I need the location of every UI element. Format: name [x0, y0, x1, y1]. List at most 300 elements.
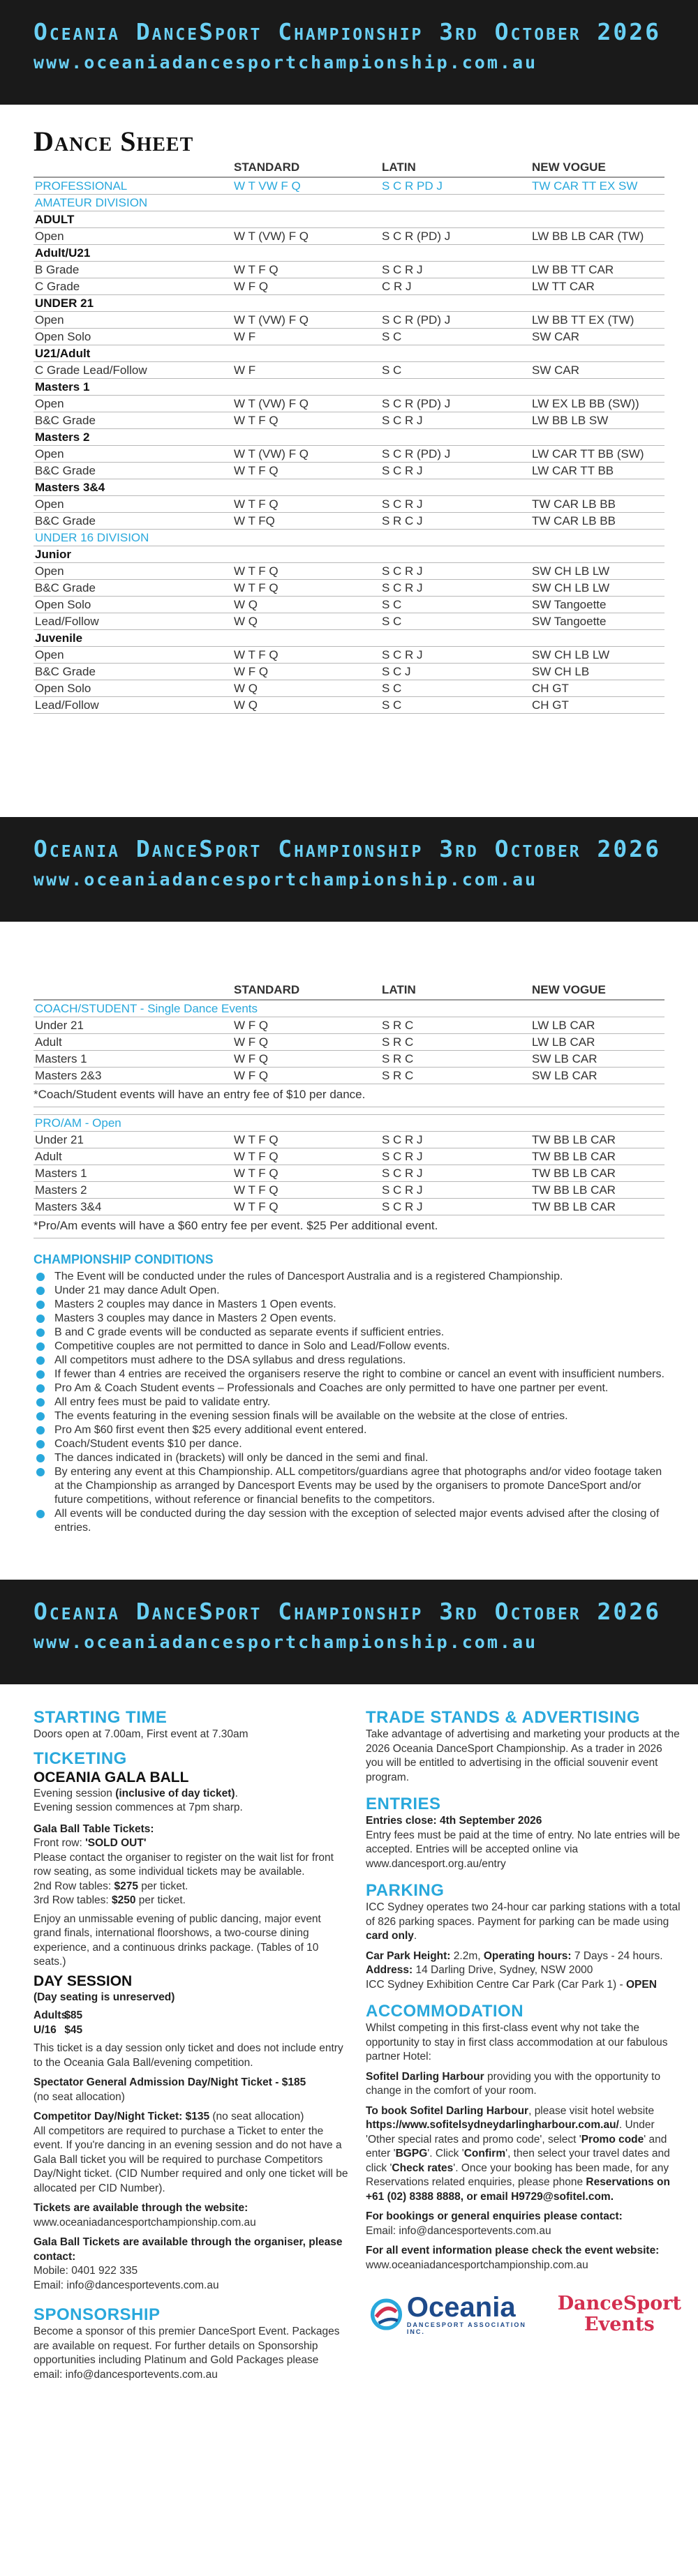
table-cell: SW Tangoette [532, 615, 607, 628]
event-info-title: For all event information please check the event website: [366, 2245, 660, 2256]
table-row [34, 697, 664, 714]
table-cell: S C [382, 364, 402, 377]
table-cell: W T (VW) F Q [234, 313, 309, 327]
table-cell [234, 295, 382, 311]
table-cell: Masters 1 [35, 1167, 87, 1180]
table-cell: B&C Grade [35, 464, 96, 477]
table-cell: C Grade Lead/Follow [35, 364, 147, 377]
table-row [34, 613, 664, 630]
sofitel-text: Sofitel Darling Harbour providing you with the opportunity to change in the comfort of your room. [366, 2070, 661, 2097]
table-cell: B&C Grade [35, 581, 96, 594]
condition-item: All competitors must adhere to the DSA syllabus and dress regulations. [34, 1354, 664, 1368]
table-cell: Juvenile [35, 631, 83, 645]
table-row [34, 228, 664, 245]
sponsorship-title: SPONSORSHIP [34, 2305, 161, 2324]
row3-price: 3rd Row tables: $250 per ticket. [34, 1894, 186, 1906]
table-cell: W Q [234, 682, 258, 695]
booking-instructions: To book Sofitel Darling Harbour, please visit hotel website https://www.sofitelsydneydarlingharbour.com.au/. Under 'Other special rates and promo code', select 'Promo code' and enter 'BGPG'. Click 'Confirm', then select your travel dates and click 'Check rates'. Once your booking has been made, for any Reservations related enquiries, please phone Reservations on +61 (02) 8388 8888, or email H9729@sofitel.com. [366, 2104, 670, 2203]
table-row [34, 329, 664, 345]
table-cell: S C R J [382, 564, 423, 578]
row2-price: 2nd Row tables: $275 per ticket. [34, 1880, 188, 1892]
table-cell: TW BB LB CAR [532, 1150, 616, 1163]
condition-item: Pro Am & Coach Student events – Professionals and Coaches are only permitted to have one partner per event. [34, 1381, 664, 1395]
table-cell: S C R J [382, 464, 423, 477]
table-cell: S C R (PD) J [382, 313, 451, 327]
info-section [0, 1708, 698, 2382]
table-row [34, 412, 664, 429]
table-cell: S C [382, 698, 402, 712]
header-standard: STANDARD [234, 983, 300, 996]
bookings-title: For bookings or general enquiries please contact: [366, 2210, 623, 2222]
table-row [34, 1132, 664, 1148]
table-cell: W T F Q [234, 1183, 279, 1197]
table-cell: Adult [35, 1150, 62, 1163]
dancesport-logo-line2: Events [584, 2314, 655, 2335]
table-cell: W Q [234, 615, 258, 628]
gala-ball-title: OCEANIA GALA BALL [34, 1769, 189, 1785]
table-cell: W F [234, 364, 256, 377]
competitor-text: All competitors are required to purchase a Ticket to enter the event. If you're dancing in an evening session and do not have a Gala Ball ticket you will be required to purchase Competitors Day/Night ticket. (CID Number required and only one ticket will be allocated per CID Number). [34, 2125, 348, 2194]
table-cell: SW Tangoette [532, 598, 607, 611]
table-row [34, 1051, 664, 1068]
table-cell: C R J [382, 280, 412, 293]
table-cell: CH GT [532, 682, 569, 695]
gala-contact-title: Gala Ball Tickets are available through the organiser, please contact: [34, 2236, 343, 2263]
table-cell [532, 345, 664, 361]
table-cell [532, 630, 664, 646]
table-row [34, 396, 664, 412]
parking-title: PARKING [366, 1881, 445, 1900]
accommodation-text: Whilst competing in this first-class event why not take the opportunity to stay in first class accommodation at our fabulous partner Hotel: [366, 2022, 668, 2062]
gala-tables-title: Gala Ball Table Tickets: [34, 1822, 154, 1835]
entries-text: Entry fees must be paid at the time of entry. No late entries will be accepted. Entries will be accepted online via www.dancesport.org.au/entry [366, 1829, 681, 1870]
trade-stands-text: Take advantage of advertising and marketing your products at the 2026 Oceania DanceSport Championship. As a trader in 2026 you will be entitled to advertising in the official souvenir event program. [366, 1728, 680, 1783]
table-cell [532, 245, 664, 261]
table-cell [532, 379, 664, 395]
table-cell: S C [382, 330, 402, 343]
table-cell [234, 630, 382, 646]
table-row [34, 1148, 664, 1165]
dancesport-logo-line1: DanceSport [557, 2293, 681, 2314]
table-cell: CH GT [532, 698, 569, 712]
day-session-title: DAY SESSION [34, 1972, 133, 1989]
table-cell: Open [35, 447, 64, 460]
table-cell: W T F Q [234, 564, 279, 578]
table-cell: S C R J [382, 1133, 423, 1146]
event-info-link[interactable]: www.oceaniadancesportchampionship.com.au [366, 2259, 588, 2271]
info-left-column [34, 1708, 349, 2382]
condition-item: Masters 2 couples may dance in Masters 1 Open events. [34, 1298, 664, 1312]
table-cell: Open [35, 313, 64, 327]
table-cell: Masters 2 [35, 1183, 87, 1197]
table-cell: Open Solo [35, 330, 91, 343]
table-header [34, 158, 664, 178]
info-right-column [366, 1708, 681, 2382]
table-row [34, 463, 664, 479]
banner-title: Oceania DanceSport Championship 3rd October 2026 [34, 835, 661, 862]
table-cell: S C R J [382, 497, 423, 511]
table-cell [382, 211, 532, 227]
table-cell [382, 345, 532, 361]
table-cell: W T (VW) F Q [234, 230, 309, 243]
header-banner-3 [0, 1580, 698, 1684]
table-cell: W T F Q [234, 414, 279, 427]
table-cell: Open Solo [35, 682, 91, 695]
car-park-details: Car Park Height: 2.2m, Operating hours: 7 Days - 24 hours. [366, 1949, 663, 1962]
oceania-swirl-icon [370, 2296, 403, 2332]
header-standard: STANDARD [234, 160, 300, 174]
spectator-sub: (no seat allocation) [34, 2090, 125, 2103]
table-cell: S C R (PD) J [382, 447, 451, 460]
table-cell [532, 429, 664, 445]
table-cell: Masters 2 [35, 430, 90, 444]
section-row [34, 530, 664, 546]
table-cell: W F Q [234, 1019, 269, 1032]
website-link[interactable]: www.oceaniadancesportchampionship.com.au [34, 2216, 256, 2229]
table-cell: SW CH LB LW [532, 648, 610, 661]
table-cell [234, 479, 382, 495]
entries-close: Entries close: 4th September 2026 [366, 1815, 542, 1827]
table-cell: SW CH LB [532, 665, 590, 678]
table-cell: LW BB LB SW [532, 414, 609, 427]
table-cell [234, 211, 382, 227]
table-cell: S R C [382, 1069, 414, 1082]
table-cell: S C R J [382, 263, 423, 276]
section-row [34, 195, 664, 211]
table-cell [234, 245, 382, 261]
table-cell [382, 546, 532, 562]
table-cell: W F Q [234, 1069, 269, 1082]
table-cell: S C J [382, 665, 411, 678]
table-cell: S C [382, 615, 402, 628]
table-row [34, 1199, 664, 1215]
table-cell: S C [382, 682, 402, 695]
table-cell: SW CAR [532, 364, 579, 377]
table-cell: TW CAR LB BB [532, 514, 616, 527]
table-cell [382, 429, 532, 445]
table-cell: Masters 2&3 [35, 1069, 102, 1082]
table-cell [532, 479, 664, 495]
table-cell [532, 546, 664, 562]
table-cell: LW TT CAR [532, 280, 595, 293]
table-cell: SW LB CAR [532, 1052, 597, 1065]
adults-price-row: Adults $85 [34, 2009, 83, 2021]
banner-url: www.oceaniadancesportchampionship.com.au [34, 869, 538, 890]
contact-mobile: Mobile: 0401 922 335 [34, 2265, 138, 2277]
table-cell: S C R J [382, 648, 423, 661]
table-cell: SW CH LB LW [532, 564, 610, 578]
table-cell: LW LB CAR [532, 1019, 595, 1032]
header-banner-2 [0, 817, 698, 922]
condition-item: Coach/Student events $10 per dance. [34, 1437, 664, 1451]
header-new-vogue: NEW VOGUE [532, 160, 606, 174]
sponsor-logos [366, 2293, 681, 2335]
table-cell: W T (VW) F Q [234, 397, 309, 410]
table-cell [382, 295, 532, 311]
header-banner [0, 0, 698, 105]
table-cell: S R C [382, 1035, 414, 1049]
starting-time-text: Doors open at 7.00am, First event at 7.30am [34, 1728, 248, 1740]
accommodation-title: ACCOMMODATION [366, 2002, 524, 2021]
table-row [34, 312, 664, 329]
table-cell: UNDER 16 DIVISION [35, 531, 149, 544]
contact-email[interactable]: Email: info@dancesportevents.com.au [34, 2279, 219, 2291]
table-cell: W T F Q [234, 263, 279, 276]
front-row-text: Please contact the organiser to register on the wait list for front row seating, as some individual tickets may be available. [34, 1851, 334, 1878]
proam-note: *Pro/Am events will have a $60 entry fee per event. $25 Per additional event. [34, 1215, 664, 1238]
trade-stands-title: TRADE STANDS & ADVERTISING [366, 1708, 641, 1727]
category-row [34, 345, 664, 362]
spectator-ticket: Spectator General Admission Day/Night Ticket - $185 [34, 2076, 306, 2088]
table-cell: TW BB LB CAR [532, 1167, 616, 1180]
table-cell: Masters 3&4 [35, 1200, 102, 1213]
table-row [34, 647, 664, 664]
banner-title: Oceania DanceSport Championship 3rd October 2026 [34, 1598, 661, 1625]
table-cell: Open [35, 497, 64, 511]
dance-sheet [0, 126, 698, 714]
table-cell: S C R (PD) J [382, 230, 451, 243]
proam-table [34, 1132, 664, 1215]
table-cell [382, 195, 532, 211]
table-cell: W F [234, 330, 256, 343]
table-cell: SW CAR [532, 330, 579, 343]
table-cell: LW BB TT CAR [532, 263, 614, 276]
conditions-title: CHAMPIONSHIP CONDITIONS [34, 1252, 214, 1266]
table-cell: W T FQ [234, 514, 275, 527]
table-cell: W T F Q [234, 464, 279, 477]
proam-heading: PRO/AM - Open [34, 1114, 664, 1132]
table-cell: W Q [234, 698, 258, 712]
table-cell: S C R PD J [382, 179, 443, 193]
table-row [34, 664, 664, 680]
table-cell: S C R J [382, 1183, 423, 1197]
table-cell: U21/Adult [35, 347, 91, 360]
table-cell: TW CAR TT EX SW [532, 179, 638, 193]
table-cell: LW BB TT EX (TW) [532, 313, 634, 327]
table-cell [382, 479, 532, 495]
condition-item: All events will be conducted during the day session with the exception of selected major events advised after the closing of entries. [34, 1507, 664, 1535]
table-cell: Open [35, 230, 64, 243]
table-cell: W Q [234, 598, 258, 611]
oceania-logo-sub: DANCESPORT ASSOCIATION INC. [406, 2321, 526, 2335]
table-cell: S R C J [382, 514, 423, 527]
table-row [34, 496, 664, 513]
header-latin: LATIN [382, 160, 416, 174]
table-cell: C Grade [35, 280, 80, 293]
table-row [34, 680, 664, 697]
table-cell: Lead/Follow [35, 698, 99, 712]
table-cell: Under 21 [35, 1133, 84, 1146]
table-cell: LW BB LB CAR (TW) [532, 230, 644, 243]
table-cell: B&C Grade [35, 414, 96, 427]
table-cell: W T F Q [234, 581, 279, 594]
coach-note: *Coach/Student events will have an entry fee of $10 per dance. [34, 1084, 664, 1107]
day-session-sub: (Day seating is unreserved) [34, 1991, 175, 2003]
banner-url: www.oceaniadancesportchampionship.com.au [34, 52, 538, 73]
table-cell [234, 345, 382, 361]
competitor-ticket: Competitor Day/Night Ticket: $135 (no seat allocation) [34, 2111, 304, 2122]
table-cell: LW CAR TT BB (SW) [532, 447, 644, 460]
table-row [34, 262, 664, 278]
table-cell [532, 530, 664, 546]
dancesport-events-logo [558, 2293, 681, 2335]
coach-student-heading: COACH/STUDENT - Single Dance Events [34, 1001, 664, 1017]
table-cell: Open [35, 648, 64, 661]
table-cell: Open Solo [35, 598, 91, 611]
table-cell [234, 530, 382, 546]
condition-item: B and C grade events will be conducted as separate events if sufficient entries. [34, 1326, 664, 1340]
table-cell: W T F Q [234, 648, 279, 661]
address: Address: 14 Darling Drive, Sydney, NSW 2000 [366, 1964, 593, 1976]
table-cell: Masters 3&4 [35, 481, 105, 494]
table-cell: W T F Q [234, 497, 279, 511]
table-cell: LW LB CAR [532, 1035, 595, 1049]
table-row [34, 1068, 664, 1084]
table-cell: LW EX LB BB (SW)) [532, 397, 639, 410]
banner-url: www.oceaniadancesportchampionship.com.au [34, 1632, 538, 1652]
table-cell: W F Q [234, 1052, 269, 1065]
table-cell [234, 195, 382, 211]
evening-session-text: Evening session (inclusive of day ticket). [34, 1787, 238, 1799]
table-cell: W T VW F Q [234, 179, 301, 193]
table-cell [382, 379, 532, 395]
table-cell: S R C [382, 1052, 414, 1065]
table-cell [234, 379, 382, 395]
table-cell: W T F Q [234, 1200, 279, 1213]
table-cell: W T (VW) F Q [234, 447, 309, 460]
evening-session-time: Evening session commences at 7pm sharp. [34, 1802, 243, 1813]
condition-item: If fewer than 4 entries are received the organisers reserve the right to combine or cancel an event with insufficient numbers. [34, 1368, 664, 1381]
banner-title: Oceania DanceSport Championship 3rd October 2026 [34, 18, 661, 45]
table-cell: S C R J [382, 1200, 423, 1213]
condition-item: The events featuring in the evening session finals will be available on the website at the close of entries. [34, 1409, 664, 1423]
sponsorship-text: Become a sponsor of this premier DanceSport Event. Packages are available on request. For further details on Sponsorship opportunities including Platinum and Gold Packages please email: info@dancesportevents.com.au [34, 2326, 340, 2381]
table-cell: Open [35, 564, 64, 578]
table-cell: B&C Grade [35, 514, 96, 527]
table-cell: W F Q [234, 1035, 269, 1049]
table-cell: B&C Grade [35, 665, 96, 678]
oceania-logo-name: Oceania [406, 2292, 516, 2323]
table-cell [234, 429, 382, 445]
table-row [34, 446, 664, 463]
table-cell: W F Q [234, 280, 269, 293]
oceania-logo [370, 2293, 534, 2335]
table-cell: S C [382, 598, 402, 611]
website-title: Tickets are available through the website: [34, 2202, 248, 2214]
condition-item: Pro Am $60 first event then $25 every additional event entered. [34, 1423, 664, 1437]
category-row [34, 630, 664, 647]
table-cell: Open [35, 397, 64, 410]
day-session-text: This ticket is a day session only ticket and does not include entry to the Oceania Gala Ball/evening competition. [34, 2042, 343, 2069]
table-cell: ADULT [35, 213, 75, 226]
table-cell: Adult/U21 [35, 246, 91, 260]
table-cell: W T F Q [234, 1167, 279, 1180]
table-cell: W T F Q [234, 1133, 279, 1146]
conditions-list [34, 1270, 664, 1535]
table-cell: W F Q [234, 665, 269, 678]
category-row [34, 429, 664, 446]
table-row [34, 1034, 664, 1051]
table-cell: UNDER 21 [35, 297, 94, 310]
table-cell: Masters 1 [35, 380, 90, 394]
condition-item: The Event will be conducted under the rules of Dancesport Australia and is a registered Championship. [34, 1270, 664, 1284]
table-row [34, 580, 664, 597]
header-new-vogue: NEW VOGUE [532, 983, 606, 996]
table-cell: LW CAR TT BB [532, 464, 614, 477]
table-cell: SW CH LB LW [532, 581, 610, 594]
table-cell: S C R J [382, 1150, 423, 1163]
starting-time-title: STARTING TIME [34, 1708, 168, 1727]
icc-car-park: ICC Sydney Exhibition Centre Car Park (Car Park 1) - OPEN [366, 1978, 657, 1991]
gala-description: Enjoy an unmissable evening of public dancing, major event grand finals, international floorshows, a two-course dining experience, and a continuous drinks package. (Tables of 10 seats.) [34, 1912, 321, 1968]
table-cell: Lead/Follow [35, 615, 99, 628]
condition-item: By entering any event at this Championship. ALL competitors/guardians agree that photographs and/or video footage taken at the Championship as arranged by Dancesport Events may be used by the organisers to promote DanceSport and/or future competitions, without reference or financial benefits to the competitors. [34, 1465, 664, 1507]
dance-table [34, 178, 664, 714]
condition-item: All entry fees must be paid to validate entry. [34, 1395, 664, 1409]
table-cell [532, 211, 664, 227]
table-cell: AMATEUR DIVISION [35, 196, 148, 209]
table-cell [234, 546, 382, 562]
table-row [34, 1017, 664, 1034]
category-row [34, 295, 664, 312]
condition-item: The dances indicated in (brackets) will only be danced in the semi and final. [34, 1451, 664, 1465]
table-row [34, 278, 664, 295]
front-row-status: Front row: 'SOLD OUT' [34, 1837, 147, 1849]
table-cell [382, 630, 532, 646]
table-cell: Junior [35, 548, 71, 561]
category-row [34, 211, 664, 228]
table-cell: S C R J [382, 581, 423, 594]
table-cell: PROFESSIONAL [35, 179, 128, 193]
u16-price-row: U/16 $45 [34, 2023, 83, 2036]
table-cell: W T F Q [234, 1150, 279, 1163]
category-row [34, 379, 664, 396]
condition-item: Under 21 may dance Adult Open. [34, 1284, 664, 1298]
condition-item: Competitive couples are not permitted to dance in Solo and Lead/Follow events. [34, 1340, 664, 1354]
table-row [34, 597, 664, 613]
table-header [34, 980, 664, 1001]
table-cell: TW BB LB CAR [532, 1183, 616, 1197]
table-cell: TW CAR LB BB [532, 497, 616, 511]
table-cell: SW LB CAR [532, 1069, 597, 1082]
table-row [34, 513, 664, 530]
table-cell: Adult [35, 1035, 62, 1049]
table-row [34, 1165, 664, 1182]
bookings-email[interactable]: Email: info@dancesportevents.com.au [366, 2224, 551, 2237]
table-cell: S C R J [382, 414, 423, 427]
parking-text: ICC Sydney operates two 24-hour car parking stations with a total of 826 parking spaces. Payment for parking can be made using card only. [366, 1901, 681, 1942]
header-latin: LATIN [382, 983, 416, 996]
section-row [34, 178, 664, 195]
category-row [34, 245, 664, 262]
table-cell: Under 21 [35, 1019, 84, 1032]
table-cell: S R C [382, 1019, 414, 1032]
table-cell: B Grade [35, 263, 80, 276]
dance-sheet-2 [0, 980, 698, 1535]
condition-item: Masters 3 couples may dance in Masters 2 Open events. [34, 1312, 664, 1326]
table-cell [382, 530, 532, 546]
coach-table [34, 1017, 664, 1084]
table-cell [532, 295, 664, 311]
entries-title: ENTRIES [366, 1795, 441, 1813]
table-cell [382, 245, 532, 261]
table-row [34, 1182, 664, 1199]
table-cell: TW BB LB CAR [532, 1133, 616, 1146]
table-row [34, 362, 664, 379]
table-cell: S C R J [382, 1167, 423, 1180]
ticketing-title: TICKETING [34, 1748, 127, 1768]
table-cell: S C R (PD) J [382, 397, 451, 410]
